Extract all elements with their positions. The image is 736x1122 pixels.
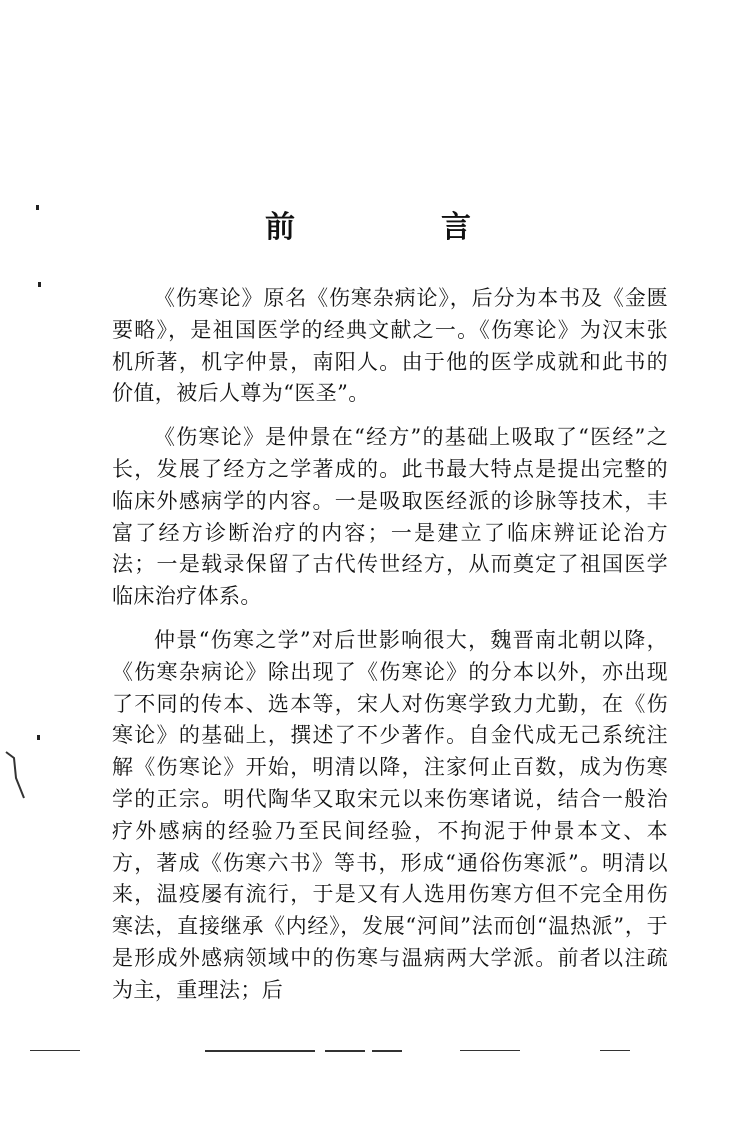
paragraph-3: 仲景“伤寒之学”对后世影响很大，魏晋南北朝以降，《伤寒杂病论》除出现了《伤寒论》的分本以外，亦出现了不同的传本、选本等，宋人对伤寒学致力尤勤，在《伤寒论》的基础上，撰述了不少著作。自金代成无己系统注解《伤寒论》开始，明清以降，注家何止百数，成为伤寒学的正宗。明代陶华又取宋元以来伤寒诸说，结合一般治疗外感病的经验乃至民间经验，不拘泥于仲景本文、本方，著成《伤寒六书》等书，形成“通俗伤寒派”。明清以来，温疫屡有流行，于是又有人选用伤寒方但不完全用伤寒法，直接继承《内经》，发展“河间”法而创“温热派”，于是形成外感病领域中的伤寒与温病两大学派。前者以注疏为主，重理法；后 [112,627,668,1002]
paragraph-1: 《伤寒论》原名《伤寒杂病论》，后分为本书及《金匮要略》，是祖国医学的经典文献之一。《伤寒论》为汉末张机所著，机字仲景，南阳人。由于他的医学成就和此书的价值，被后人尊为“医圣”。 [112,286,668,406]
footer-rule [460,1050,520,1051]
footer-rule [30,1050,80,1051]
scan-mark-icon [0,748,30,808]
footer-rule [600,1050,630,1051]
scan-speck [38,282,41,287]
footer-rule [325,1050,365,1052]
scan-speck [36,205,39,210]
footer-rule [205,1050,315,1052]
page-title: 前 言 [265,210,529,245]
body-text [112,283,668,1019]
scan-speck [37,735,40,740]
paragraph-2: 《伤寒论》是仲景在“经方”的基础上吸取了“医经”之长，发展了经方之学著成的。此书最大特点是提出完整的临床外感病学的内容。一是吸取医经派的诊脉等技术，丰富了经方诊断治疗的内容；一是建立了临床辨证论治方法；一是载录保留了古代传世经方，从而奠定了祖国医学临床治疗体系。 [112,425,668,609]
footer-rule [372,1050,402,1052]
